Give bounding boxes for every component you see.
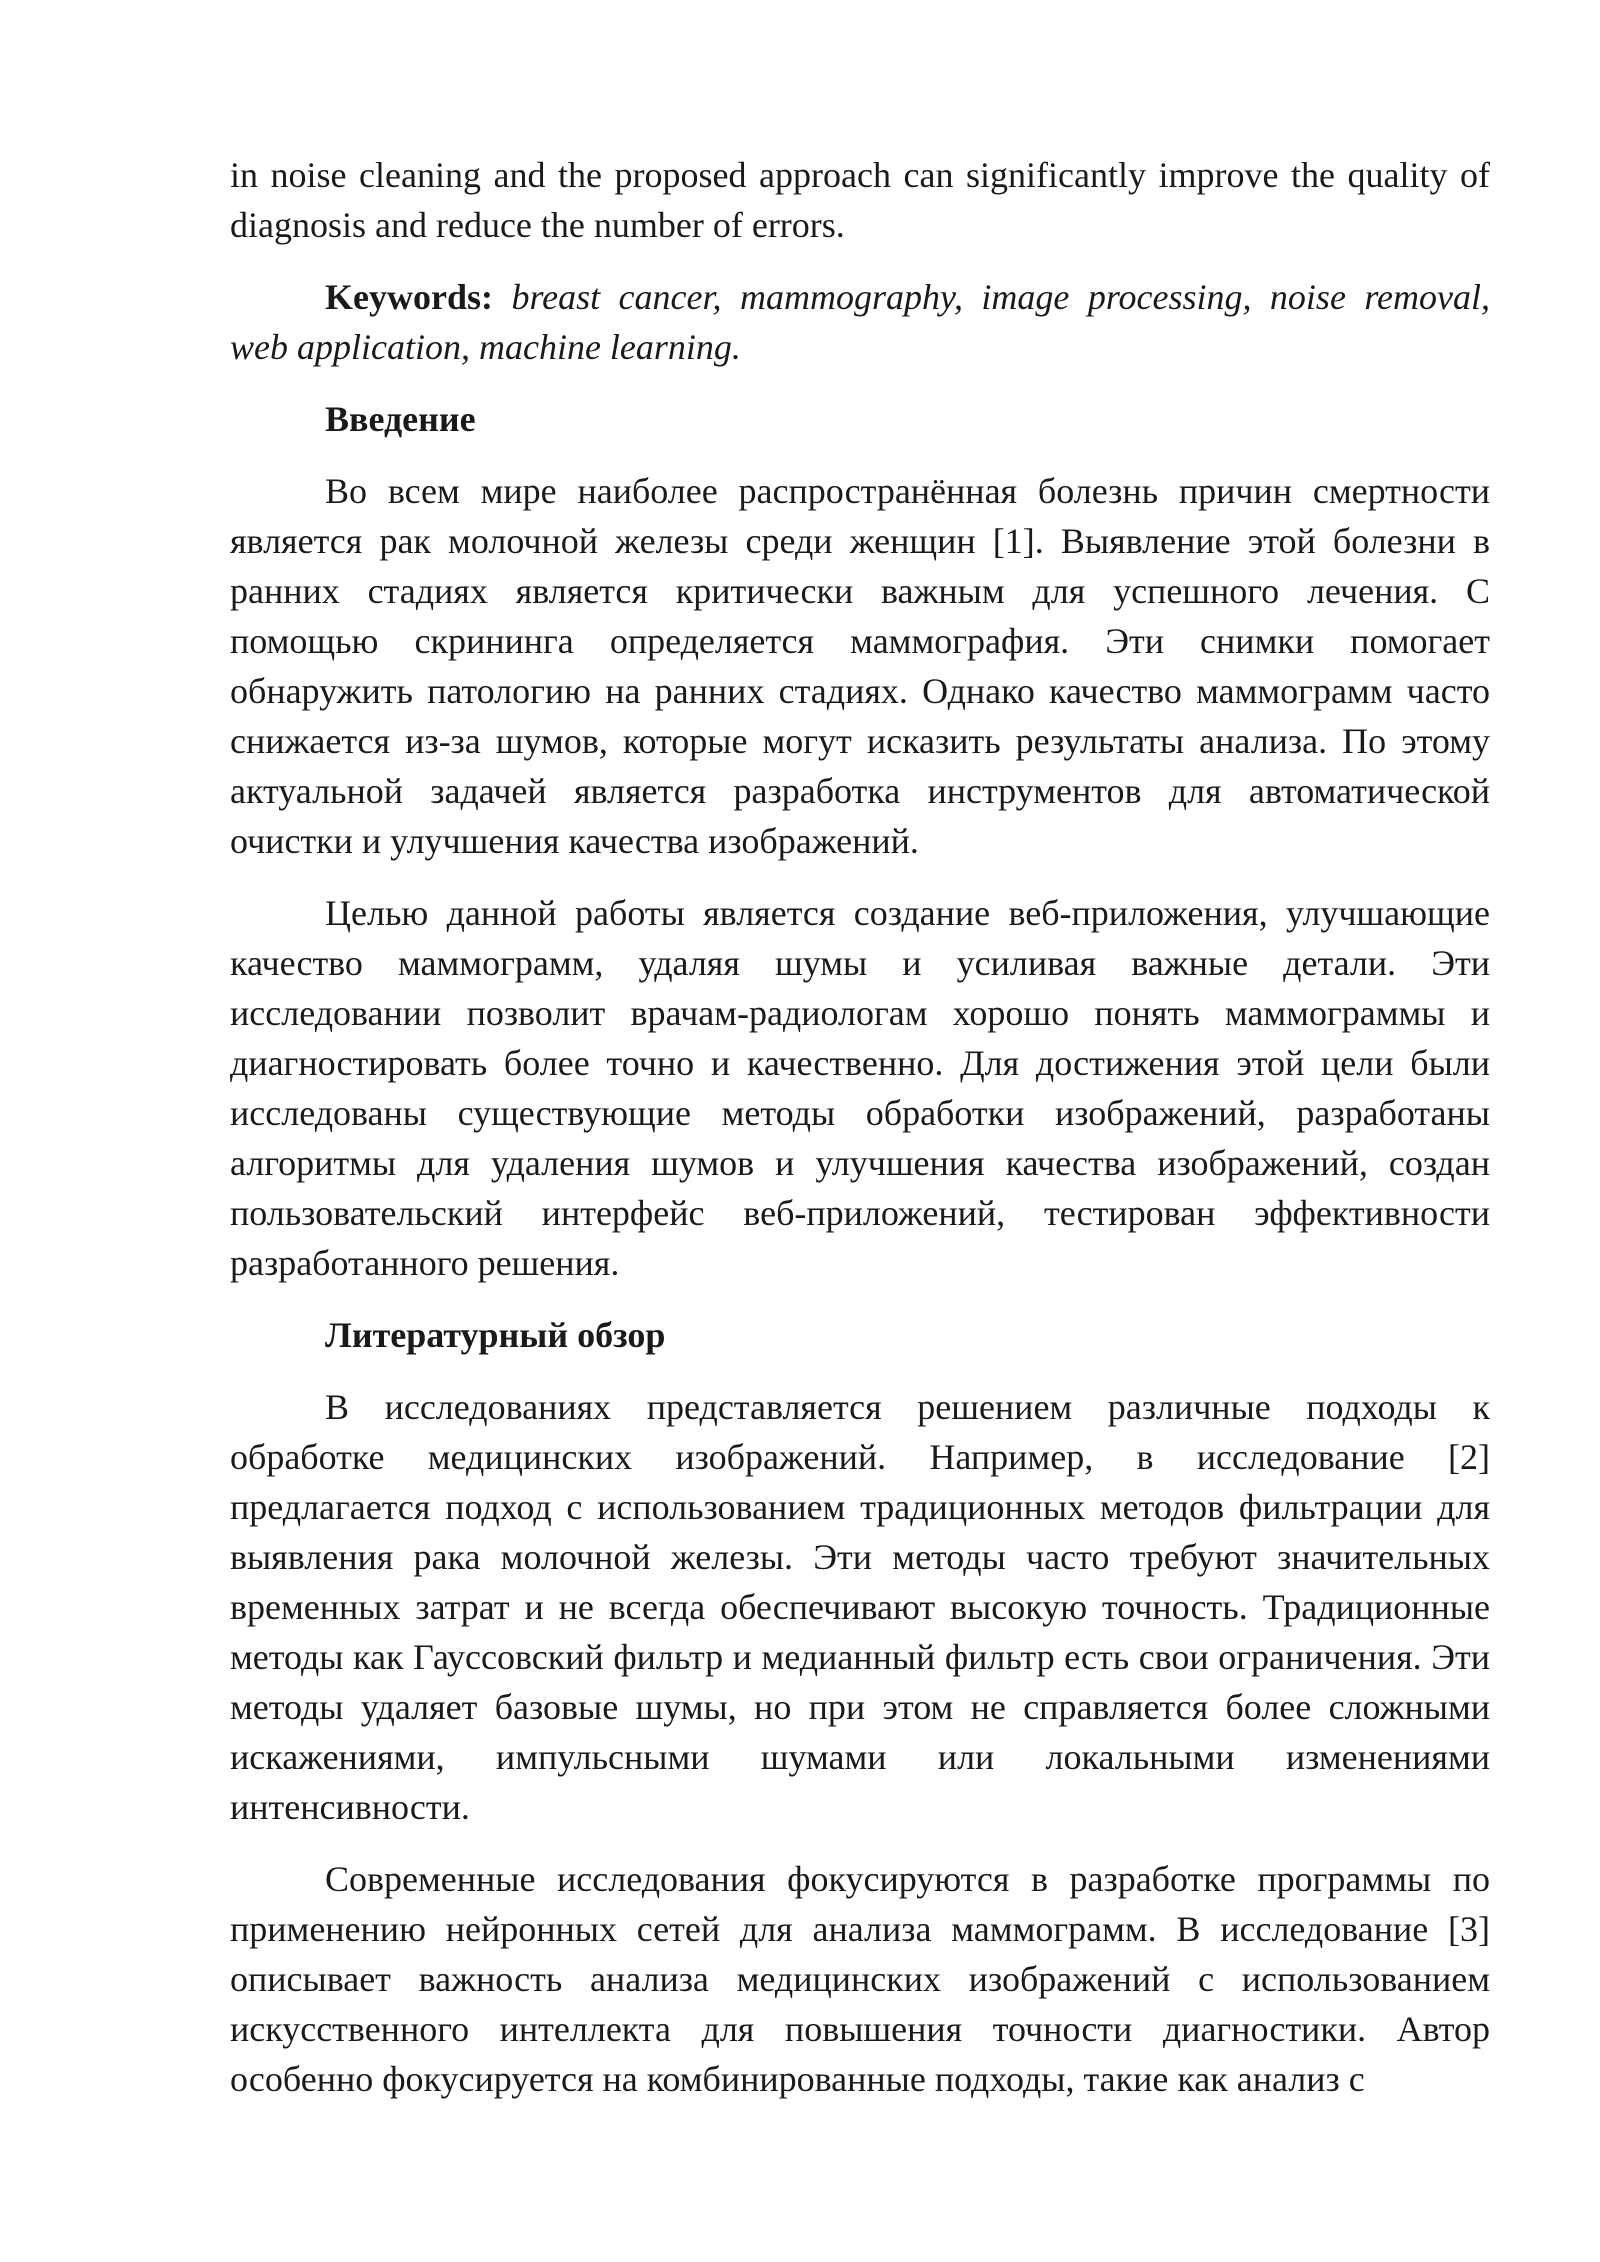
literature-review-paragraph-2: Современные исследования фокусируются в разработке программы по применению нейронных сетей для анализа маммограмм. В исследование [3] описывает важность анализа медицинских изображений с использованием искусственного интеллекта для повышения точности диагностики. Автор особенно фокусируется на комбинированные подходы, такие как анализ с: [230, 1859, 1490, 2099]
literature-review-heading: Литературный обзор: [325, 1315, 666, 1355]
keywords-text: breast cancer, mammography, image processing, noise removal, web application, machine learning.: [230, 277, 1490, 367]
abstract-tail-paragraph: in noise cleaning and the proposed approach can significantly improve the quality of diagnosis and reduce the number of errors.: [230, 155, 1490, 245]
introduction-heading: Введение: [325, 399, 476, 439]
keywords-label: Keywords:: [325, 277, 493, 317]
document-page: [230, 150, 1490, 2126]
keywords-paragraph: [230, 272, 1490, 372]
introduction-paragraph-1: Во всем мире наиболее распространённая болезнь причин смертности является рак молочной железы среди женщин [1]. Выявление этой болезни в ранних стадиях является критически важным для успешного лечения. С помощью скрининга определяется маммография. Эти снимки помогает обнаружить патологию на ранних стадиях. Однако качество маммограмм часто снижается из-за шумов, которые могут исказить результаты анализа. По этому актуальной задачей является разработка инструментов для автоматической очистки и улучшения качества изображений.: [230, 471, 1490, 861]
introduction-paragraph-2: Целью данной работы является создание веб-приложения, улучшающие качество маммограмм, удаляя шумы и усиливая важные детали. Эти исследовании позволит врачам-радиологам хорошо понять маммограммы и диагностировать более точно и качественно. Для достижения этой цели были исследованы существующие методы обработки изображений, разработаны алгоритмы для удаления шумов и улучшения качества изображений, создан пользовательский интерфейс веб-приложений, тестирован эффективности разработанного решения.: [230, 893, 1490, 1283]
literature-review-paragraph-1: В исследованиях представляется решением различные подходы к обработке медицинских изображений. Например, в исследование [2] предлагается подход с использованием традиционных методов фильтрации для выявления рака молочной железы. Эти методы часто требуют значительных временных затрат и не всегда обеспечивают высокую точность. Традиционные методы как Гауссовский фильтр и медианный фильтр есть свои ограничения. Эти методы удаляет базовые шумы, но при этом не справляется более сложными искажениями, импульсными шумами или локальными изменениями интенсивности.: [230, 1387, 1490, 1827]
